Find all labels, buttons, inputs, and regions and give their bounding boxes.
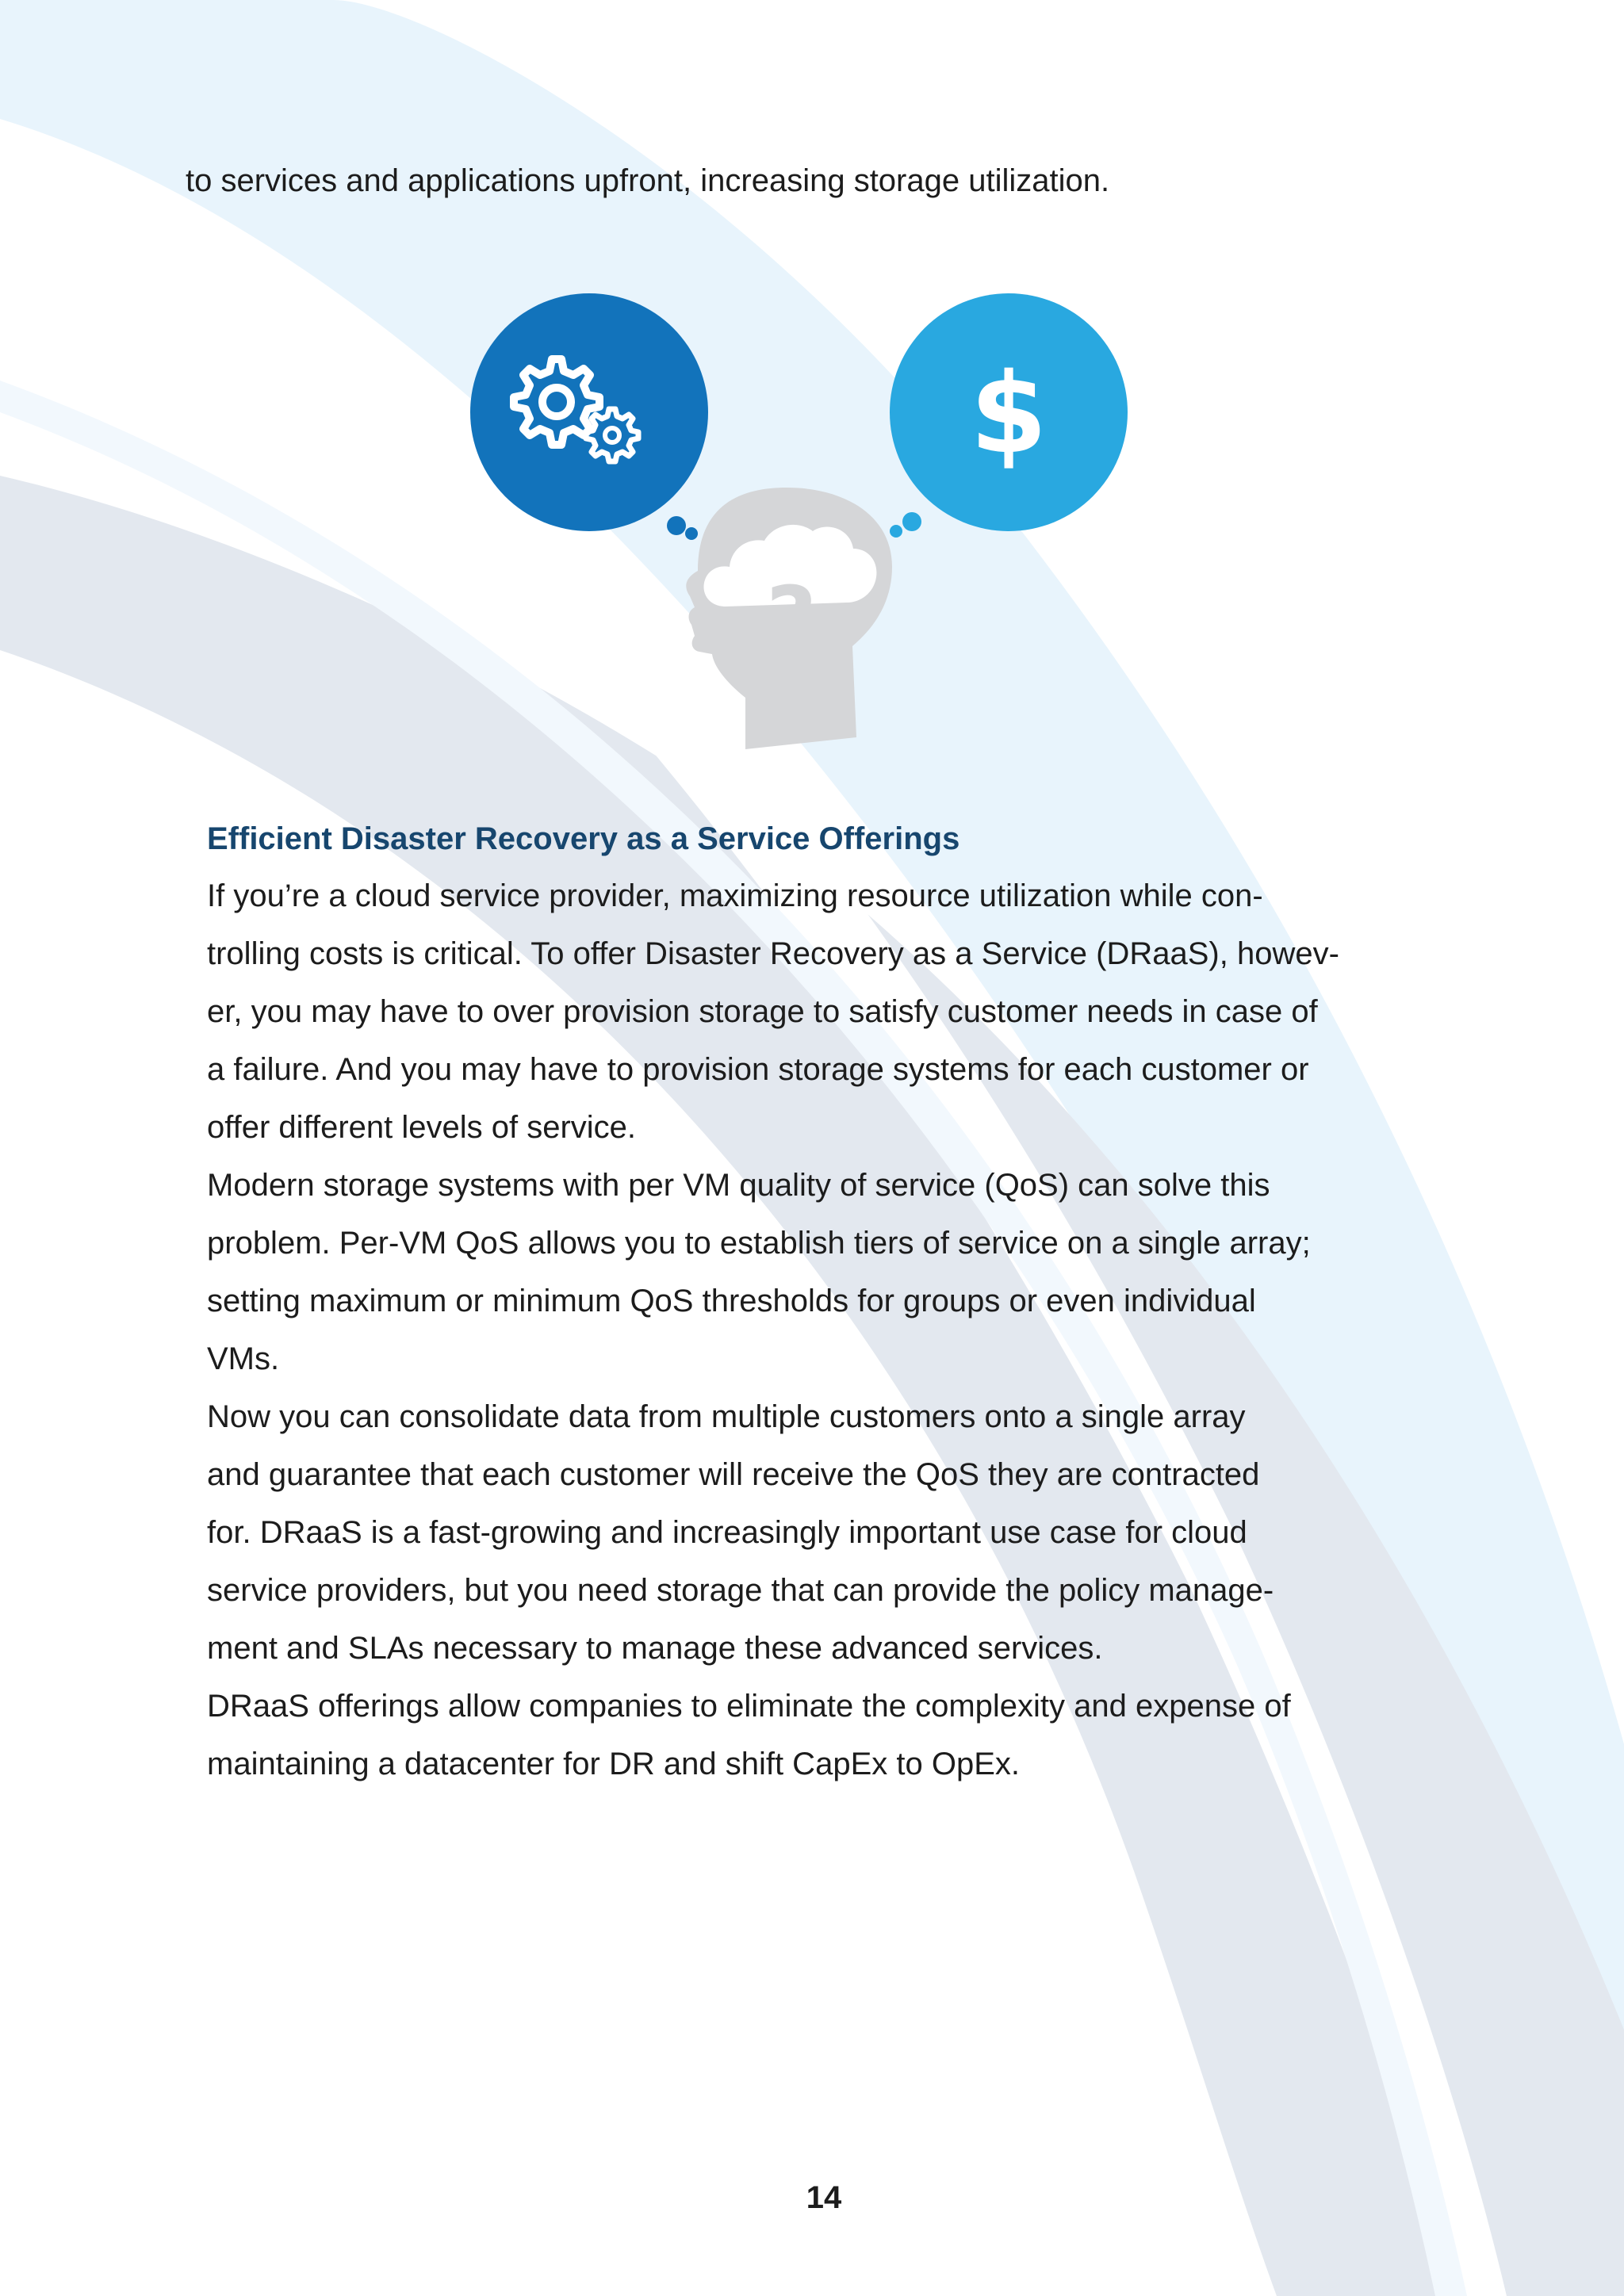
section-heading: Efficient Disaster Recovery as a Service Offerings (207, 821, 960, 856)
thought-dot-left-small (685, 527, 698, 540)
body-line: ment and SLAs necessary to manage these advanced services. (207, 1631, 1103, 1666)
thought-dot-right-small (890, 525, 902, 538)
body-line: If you’re a cloud service provider, maximizing resource utilization while con- (207, 878, 1263, 913)
gears-bubble (470, 293, 708, 531)
body-line: problem. Per-VM QoS allows you to establish tiers of service on a single array; (207, 1226, 1311, 1261)
draas-section (207, 810, 1476, 1793)
body-line: trolling costs is critical. To offer Disaster Recovery as a Service (DRaaS), howev- (207, 936, 1339, 971)
body-line: maintaining a datacenter for DR and shift CapEx to OpEx. (207, 1747, 1020, 1781)
dollar-icon: $ (970, 350, 1048, 479)
question-mark-icon: ? (766, 568, 817, 669)
intro-text: to services and applications upfront, increasing storage utilization. (186, 163, 1110, 198)
thought-dot-right-large (902, 512, 921, 531)
body-line: Now you can consolidate data from multiple customers onto a single array (207, 1399, 1246, 1434)
body-line: for. DRaaS is a fast-growing and increasingly important use case for cloud (207, 1515, 1247, 1550)
body-line: a failure. And you may have to provision storage systems for each customer or (207, 1052, 1309, 1087)
body-line: DRaaS offerings allow companies to eliminate the complexity and expense of (207, 1689, 1291, 1724)
body-line: offer different levels of service. (207, 1110, 637, 1145)
page-number: 14 (806, 2180, 842, 2215)
body-line: er, you may have to over provision storage to satisfy customer needs in case of (207, 994, 1318, 1029)
thought-dot-left-large (667, 516, 686, 535)
head-cloud-question-icon (686, 488, 892, 749)
body-line: VMs. (207, 1341, 280, 1376)
body-line: and guarantee that each customer will receive the QoS they are contracted (207, 1457, 1260, 1492)
dollar-bubble (890, 293, 1128, 531)
body-line: service providers, but you need storage that can provide the policy manage- (207, 1573, 1274, 1608)
thinking-illustration (460, 293, 1142, 769)
section-body (207, 867, 1476, 1793)
body-line: setting maximum or minimum QoS thresholds for groups or even individual (207, 1284, 1256, 1318)
body-line: Modern storage systems with per VM quality of service (QoS) can solve this (207, 1168, 1270, 1203)
